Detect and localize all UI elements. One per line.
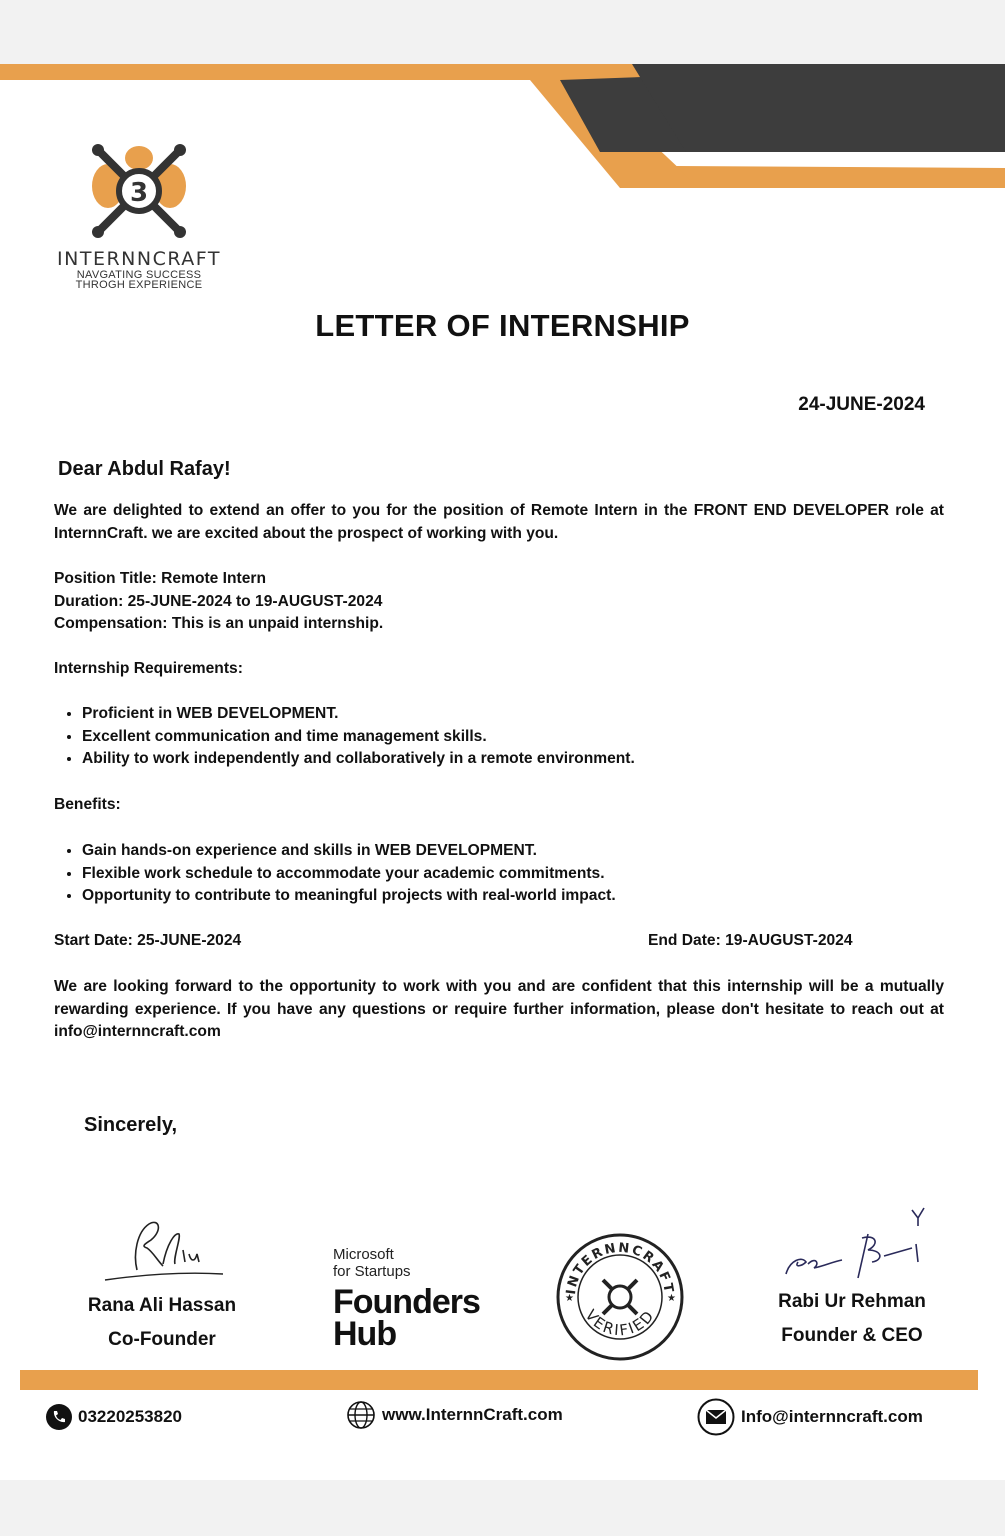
logo-emblem-icon [84, 136, 194, 246]
letter-page [0, 64, 1005, 1480]
email-icon [697, 1398, 735, 1436]
partner-line-4: Hub [333, 1315, 397, 1353]
brand-tagline-2: THROGH EXPERIENCE [75, 279, 203, 291]
footer-bar [20, 1370, 978, 1390]
co-founder-name: Rana Ali Hassan [87, 1295, 237, 1316]
website-url: www.InternnCraft.com [382, 1405, 563, 1424]
stamp-top-text: INTERNNCRAFT [564, 1240, 677, 1296]
benefits-heading: Benefits: [54, 796, 121, 813]
co-founder-signature-block [62, 1214, 262, 1357]
phone-icon [46, 1404, 72, 1430]
globe-icon [346, 1400, 376, 1430]
letter-date: 24-JUNE-2024 [798, 394, 925, 415]
partner-line-3: Founders [333, 1283, 480, 1321]
duration: Duration: 25-JUNE-2024 to 19-AUGUST-2024 [54, 592, 383, 610]
greeting: Dear Abdul Rafay! [58, 458, 231, 480]
handwritten-signature-right [772, 1204, 932, 1280]
closing-paragraph: We are looking forward to the opportunity to work with you and are confident that this internship will be a mutually rewarding experience. If you have any questions or require further information, please don't hesitate to reach out at info@internncraft.com [54, 978, 944, 1040]
brand-name: INTERNNCRAFT [57, 248, 221, 270]
svg-text:3: 3 [129, 178, 149, 208]
partner-badge [333, 1246, 480, 1353]
handwritten-signature-left [97, 1214, 227, 1284]
list-item: • Proficient in WEB DEVELOPMENT. [82, 703, 944, 726]
sign-off: Sincerely, [84, 1114, 178, 1136]
list-item: • Ability to work independently and collaboratively in a remote environment. [82, 748, 944, 771]
letter-title: LETTER OF INTERNSHIP [315, 308, 690, 343]
partner-line-2: for Startups [333, 1263, 411, 1280]
svg-text:★: ★ [667, 1293, 676, 1304]
compensation: Compensation: This is an unpaid internship. [54, 615, 384, 632]
email-address: Info@internncraft.com [741, 1407, 923, 1426]
co-founder-role: Co-Founder [108, 1329, 216, 1350]
svg-text:★: ★ [565, 1293, 574, 1304]
brand-tagline-1: NAVGATING SUCCESS [76, 269, 202, 281]
position-title: Position Title: Remote Intern [54, 570, 266, 587]
position-details [54, 568, 944, 636]
start-date: Start Date: 25-JUNE-2024 [54, 932, 242, 949]
founder-signature-block [748, 1204, 956, 1353]
footer-email[interactable] [697, 1398, 923, 1436]
intro-paragraph: We are delighted to extend an offer to you for the position of Remote Intern in the FRONT END DEVELOPER role at InternnCraft. we are excited about the prospect of working with you. [54, 502, 944, 542]
verified-stamp [555, 1232, 685, 1362]
list-item: • Opportunity to contribute to meaningful projects with real-world impact. [82, 885, 944, 908]
requirements-heading: Internship Requirements: [54, 660, 243, 677]
stamp-bottom-text: VERIFIED [581, 1306, 659, 1340]
requirements-list [54, 703, 944, 771]
list-item: • Excellent communication and time management skills. [82, 726, 944, 749]
list-item: • Gain hands-on experience and skills in WEB DEVELOPMENT. [82, 840, 944, 863]
company-logo [48, 136, 230, 296]
benefits-list [54, 840, 944, 908]
partner-line-1: Microsoft [333, 1246, 394, 1263]
founder-role: Founder & CEO [781, 1325, 923, 1346]
svg-text:VERIFIED [582, 1306, 659, 1339]
founder-name: Rabi Ur Rehman [778, 1291, 926, 1312]
footer-website[interactable] [346, 1400, 563, 1430]
phone-number: 03220253820 [78, 1407, 183, 1426]
list-item: • Flexible work schedule to accommodate your academic commitments. [82, 863, 944, 886]
end-date: End Date: 19-AUGUST-2024 [648, 932, 853, 949]
footer-phone[interactable] [46, 1404, 182, 1430]
